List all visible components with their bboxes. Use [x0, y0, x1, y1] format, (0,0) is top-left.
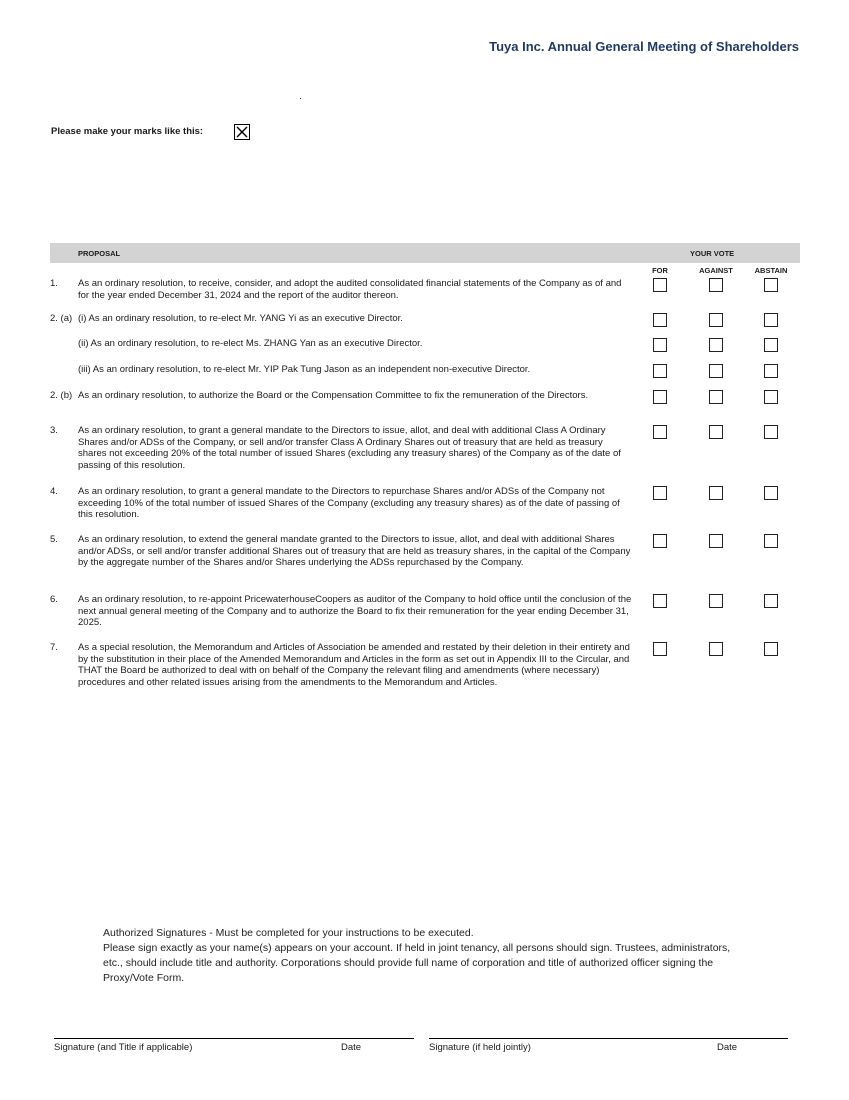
- date-label-2: Date: [717, 1042, 738, 1053]
- proposal-number: 6.: [50, 594, 58, 605]
- vote-abstain-checkbox[interactable]: [764, 338, 778, 352]
- date-label-1: Date: [341, 1042, 362, 1053]
- proposal-number: 5.: [50, 534, 58, 545]
- vote-against-checkbox[interactable]: [709, 338, 723, 352]
- signature-label-2: Signature (if held jointly): [429, 1042, 531, 1053]
- authorization-line-1: Authorized Signatures - Must be completed for your instructions to be executed.: [103, 927, 474, 939]
- vote-abstain-checkbox[interactable]: [764, 642, 778, 656]
- vote-abstain-checkbox[interactable]: [764, 534, 778, 548]
- vote-for-checkbox[interactable]: [653, 364, 667, 378]
- proposal-text: As an ordinary resolution, to authorize the Board or the Compensation Committee to fix the remuneration of the Directors.: [78, 390, 589, 401]
- proposal-text: As an ordinary resolution, to receive, consider, and adopt the audited consolidated financial statements of the Company as of and for the year ended December 31, 2024 and the report of the auditor thereon.: [78, 278, 622, 301]
- your-vote-header: YOUR VOTE: [690, 249, 735, 258]
- vote-abstain-checkbox[interactable]: [764, 278, 778, 292]
- vote-abstain-checkbox[interactable]: [764, 390, 778, 404]
- authorization-line-2: Please sign exactly as your name(s) appears on your account. If held in joint tenancy, all persons should sign. Trustees, administrators, etc., should include title and authority. Corporations should provide full name of corporation and title of authorized officer signing the Proxy/Vote Form.: [103, 942, 731, 984]
- x-mark-icon: [235, 125, 249, 139]
- stray-mark: [300, 98, 301, 99]
- proposal-number: 7.: [50, 642, 58, 653]
- vote-for-checkbox[interactable]: [653, 642, 667, 656]
- vote-for-checkbox[interactable]: [653, 338, 667, 352]
- vote-for-checkbox[interactable]: [653, 594, 667, 608]
- proposal-text: As an ordinary resolution, to re-appoint PricewaterhouseCoopers as auditor of the Company to hold office until the conclusion of the next annual general meeting of the Company and to authorize the Board to fix their remuneration for the year ending December 31, 2025.: [78, 594, 632, 629]
- vote-against-checkbox[interactable]: [709, 425, 723, 439]
- proposal-text: As a special resolution, the Memorandum and Articles of Association be amended and restated by their deletion in their entirety and by the substitution in their place of the Amended Memorandum and Articles in the form as set out in Appendix III to the Circular, and THAT the Board be authorized to deal with on behalf of the Company the relevant filing and amendments (where necessary) procedures and other related issues arising from the amendments to the Memorandum and Articles.: [78, 642, 630, 688]
- vote-against-checkbox[interactable]: [709, 642, 723, 656]
- vote-abstain-checkbox[interactable]: [764, 594, 778, 608]
- vote-against-checkbox[interactable]: [709, 486, 723, 500]
- vote-for-checkbox[interactable]: [653, 390, 667, 404]
- vote-for-checkbox[interactable]: [653, 425, 667, 439]
- proposal-text: As an ordinary resolution, to grant a general mandate to the Directors to issue, allot, and deal with additional Class A Ordinary Shares and/or ADSs of the Company, or sell and/or transfer Class A Ordinary Shares out of treasury that are held as treasury shares not exceeding 20% of the total number of issued Shares (excluding any treasury shares) of the Company as of the date of passing of this resolution.: [78, 425, 621, 471]
- vote-abstain-checkbox[interactable]: [764, 313, 778, 327]
- signature-label-1: Signature (and Title if applicable): [54, 1042, 193, 1053]
- authorization-notice: [103, 926, 743, 986]
- vote-abstain-checkbox[interactable]: [764, 425, 778, 439]
- vote-against-checkbox[interactable]: [709, 364, 723, 378]
- vote-against-checkbox[interactable]: [709, 313, 723, 327]
- for-column-header: FOR: [652, 266, 668, 275]
- proposal-number: 1.: [50, 278, 58, 289]
- vote-for-checkbox[interactable]: [653, 278, 667, 292]
- proposal-column-header: PROPOSAL: [78, 249, 121, 258]
- signature-line-1[interactable]: [54, 1038, 414, 1039]
- proposal-header-bar: [50, 243, 800, 263]
- proposal-number: 2. (a): [50, 313, 73, 324]
- proposal-text: As an ordinary resolution, to extend the general mandate granted to the Directors to issue, allot, and deal with additional Shares and/or ADSs, or sell and/or transfer additional Shares out of treasury that are held as treasury shares, in the capital of the Company by the aggregate number of the Shares and/or Shares underlying the ADSs repurchased by the Company.: [78, 534, 631, 569]
- proposal-number: 3.: [50, 425, 58, 436]
- proposal-text: (iii) As an ordinary resolution, to re-elect Mr. YIP Pak Tung Jason as an independent non-executive Director.: [78, 364, 531, 375]
- abstain-column-header: ABSTAIN: [754, 266, 788, 275]
- vote-against-checkbox[interactable]: [709, 278, 723, 292]
- page-title: Tuya Inc. Annual General Meeting of Shareholders: [489, 39, 799, 54]
- against-column-header: AGAINST: [699, 266, 733, 275]
- proposal-number: 4.: [50, 486, 58, 497]
- vote-against-checkbox[interactable]: [709, 390, 723, 404]
- vote-against-checkbox[interactable]: [709, 534, 723, 548]
- vote-abstain-checkbox[interactable]: [764, 364, 778, 378]
- proposal-text: (i) As an ordinary resolution, to re-elect Mr. YANG Yi as an executive Director.: [78, 313, 403, 324]
- vote-for-checkbox[interactable]: [653, 486, 667, 500]
- proposal-number: 2. (b): [50, 390, 73, 401]
- vote-abstain-checkbox[interactable]: [764, 486, 778, 500]
- proposal-text: (ii) As an ordinary resolution, to re-elect Ms. ZHANG Yan as an executive Director.: [78, 338, 423, 349]
- marks-instruction: Please make your marks like this:: [51, 126, 204, 137]
- example-mark-box: [234, 124, 250, 140]
- vote-for-checkbox[interactable]: [653, 534, 667, 548]
- proposal-text: As an ordinary resolution, to grant a general mandate to the Directors to repurchase Shares and/or ADSs of the Company not exceeding 10% of the total number of issued Shares of the Company (excluding any treasury shares) as of the date of passing of this resolution.: [78, 486, 620, 521]
- signature-line-2[interactable]: [429, 1038, 788, 1039]
- vote-against-checkbox[interactable]: [709, 594, 723, 608]
- vote-for-checkbox[interactable]: [653, 313, 667, 327]
